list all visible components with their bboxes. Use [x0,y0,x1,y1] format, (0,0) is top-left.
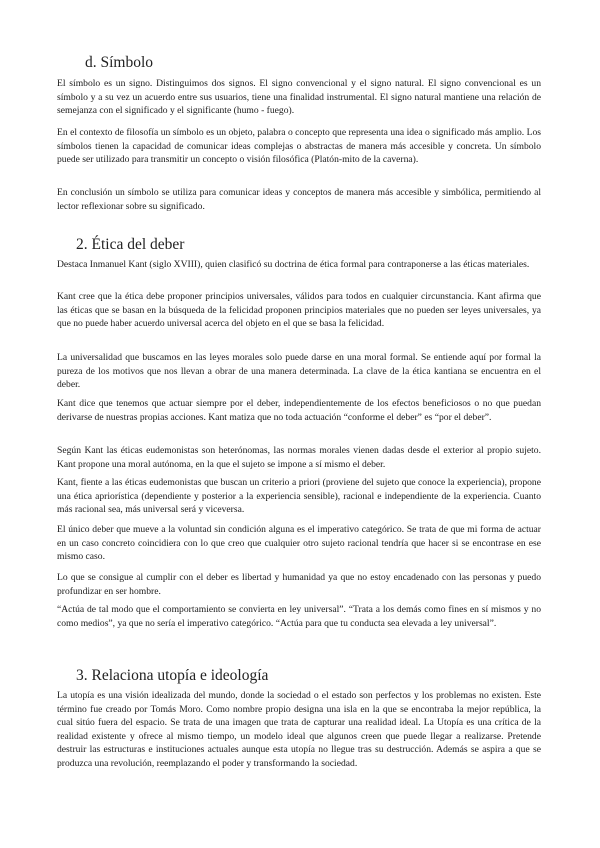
paragraph: La utopía es una visión idealizada del mundo, donde la sociedad o el estado son perfectos y los problemas no existen. Este término fue creado por Tomás Moro. Como nombre propio designa una isla en la que se encontraba la mejor república, la cual sitúo fuera del espacio. Se trata de una imagen que trata de capturar una realidad ideal. La Utopía es una crítica de la realidad existente y ofrece al mismo tiempo, un modelo ideal que algunos creen que puede llegar a realizarse. Pretende destruir las estructuras e instituciones actuales aunque esta utopía no llegue tras su destrucción. Además se aspira a que se produzca una revolución, reemplazando el poder y transformando la sociedad. [57,690,541,769]
paragraph: El único deber que mueve a la voluntad sin condición alguna es el imperativo categórico. Se trata de que mi forma de actuar en un caso concreto coincidiera con lo que creo que cualquier otro sujeto racional tendría que hacer si se encontrase en ese mismo caso. [57,524,541,563]
paragraph: En el contexto de filosofía un símbolo es un objeto, palabra o concepto que representa una idea o significado más amplio. Los símbolos tienen la capacidad de comunicar ideas complejas o abstractas de manera más accesible y concreta. Un símbolo puede ser utilizado para transmitir un concepto o visión filosófica (Platón-mito de la caverna). [57,127,541,166]
section-heading-utopia-ideologia: 3. Relaciona utopía e ideología [76,667,269,684]
paragraph: Kant dice que tenemos que actuar siempre por el deber, independientemente de los efectos beneficiosos o no que puedan derivarse de nuestras propias acciones. Kant matiza que no toda actuación “conforme el deber” es “por el deber”. [57,398,541,423]
paragraph: Según Kant las éticas eudemonistas son heterónomas, las normas morales vienen dadas desde el exterior al propio sujeto. Kant propone una moral autónoma, en la que el sujeto se impone a sí mismo el deber. [57,445,541,470]
paragraph: Kant, fiente a las éticas eudemonistas que buscan un criterio a priori (proviene del sujeto que conoce la experiencia), propone una ética apriorística (dependiente y posterior a la experiencia sensible), racional e independiente de la experiencia. Cuanto más racional sea, más universal será y viceversa. [57,477,541,516]
paragraph: Kant cree que la ética debe proponer principios universales, válidos para todos en cualquier circunstancia. Kant afirma que las éticas que se basan en la búsqueda de la felicidad proponen principios materiales que no pueden ser leyes universales, ya que no puede haber acuerdo universal acerca del objeto en el que se basa la felicidad. [57,291,541,330]
paragraph: La universalidad que buscamos en las leyes morales solo puede darse en una moral formal. Se entiende aquí por formal la pureza de los motivos que nos llevan a obrar de una manera determinada. La clave de la ética kantiana se encuentra en el deber. [57,352,541,391]
section-heading-etica-del-deber: 2. Ética del deber [76,236,185,253]
paragraph: Lo que se consigue al cumplir con el deber es libertad y humanidad ya que no estoy encadenado con las personas y puedo profundizar en ser hombre. [57,572,541,597]
paragraph: “Actúa de tal modo que el comportamiento se convierta en ley universal”. “Trata a los demás como fines en sí mismos y no como medios”, ya que no sería el imperativo categórico. “Actúa para que tu conducta sea elevada a ley universal”. [57,604,541,629]
section-heading-simbolo: d. Símbolo [85,54,154,71]
paragraph: Destaca Inmanuel Kant (siglo XVIII), quien clasificó su doctrina de ética formal para contraponerse a las éticas materiales. [57,259,530,270]
paragraph: El símbolo es un signo. Distinguimos dos signos. El signo convencional y el signo natural. El signo convencional es un símbolo y a su vez un acuerdo entre sus usuarios, tiene una finalidad instrumental. El signo natural mantiene una relación de semejanza con el significado y el significante (humo - fuego). [57,78,541,117]
paragraph: En conclusión un símbolo se utiliza para comunicar ideas y conceptos de manera más accesible y simbólica, permitiendo al lector reflexionar sobre su significado. [57,187,541,212]
